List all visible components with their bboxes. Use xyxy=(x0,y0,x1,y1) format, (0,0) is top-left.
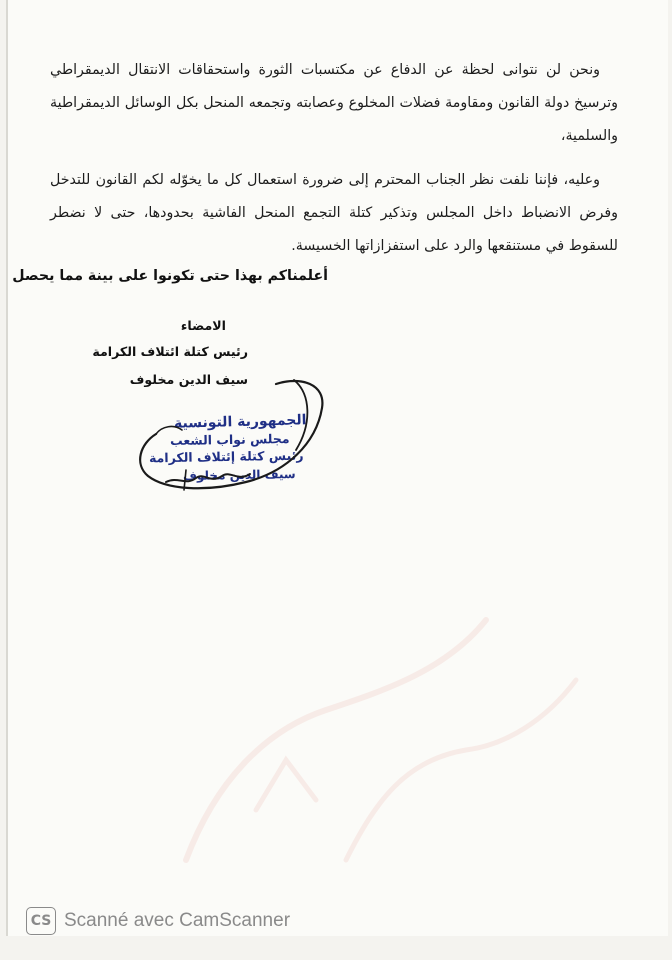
handwritten-signature-icon xyxy=(126,364,346,510)
closing-statement: أعلمناكم بهذا حتى تكونوا على بينة مما يحصل xyxy=(12,268,328,284)
signature-title: الامضاء xyxy=(180,318,226,333)
camscanner-logo: CS xyxy=(26,907,56,935)
body-paragraph-2: وعليه، فإننا نلفت نظر الجناب المحترم إلى ضرورة استعمال كل ما يخوّله لكم القانون للتدخل وفرض الانضباط داخل المجلس وتذكير كتلة التجمع المنحل الفاشية بحدودها، حتى لا نضطر للسقوط في مستنقعها والرد على استفزازاتها الخسيسة. xyxy=(50,172,618,254)
camscanner-footer xyxy=(26,906,290,936)
signatory-role: رئيس كتلة ائتلاف الكرامة xyxy=(92,344,248,359)
page-edge xyxy=(6,0,8,936)
document-page xyxy=(6,0,668,936)
stamp-line-parliament: مجلس نواب الشعب xyxy=(170,430,291,449)
body-paragraph-1: ونحن لن نتوانى لحظة عن الدفاع عن مكتسبات الثورة واستحقاقات الانتقال الديمقراطي وترسيخ دولة القانون ومقاومة فضلات المخلوع وعصابته وتجمعه المنحل بكل الوسائل الديمقراطية والسلمية، xyxy=(50,62,618,144)
stamp-line-bloc-head: رئيس كتلة إئتلاف الكرامة xyxy=(148,447,304,466)
signatory-name: سيف الدين مخلوف xyxy=(129,372,248,387)
stamp-line-republic: الجمهورية التونسية xyxy=(173,412,307,432)
faint-watermark-figure xyxy=(146,560,626,920)
stamp-line-name: سيف الدين مخلوف xyxy=(183,467,297,483)
camscanner-label: Scanné avec CamScanner xyxy=(64,910,291,931)
